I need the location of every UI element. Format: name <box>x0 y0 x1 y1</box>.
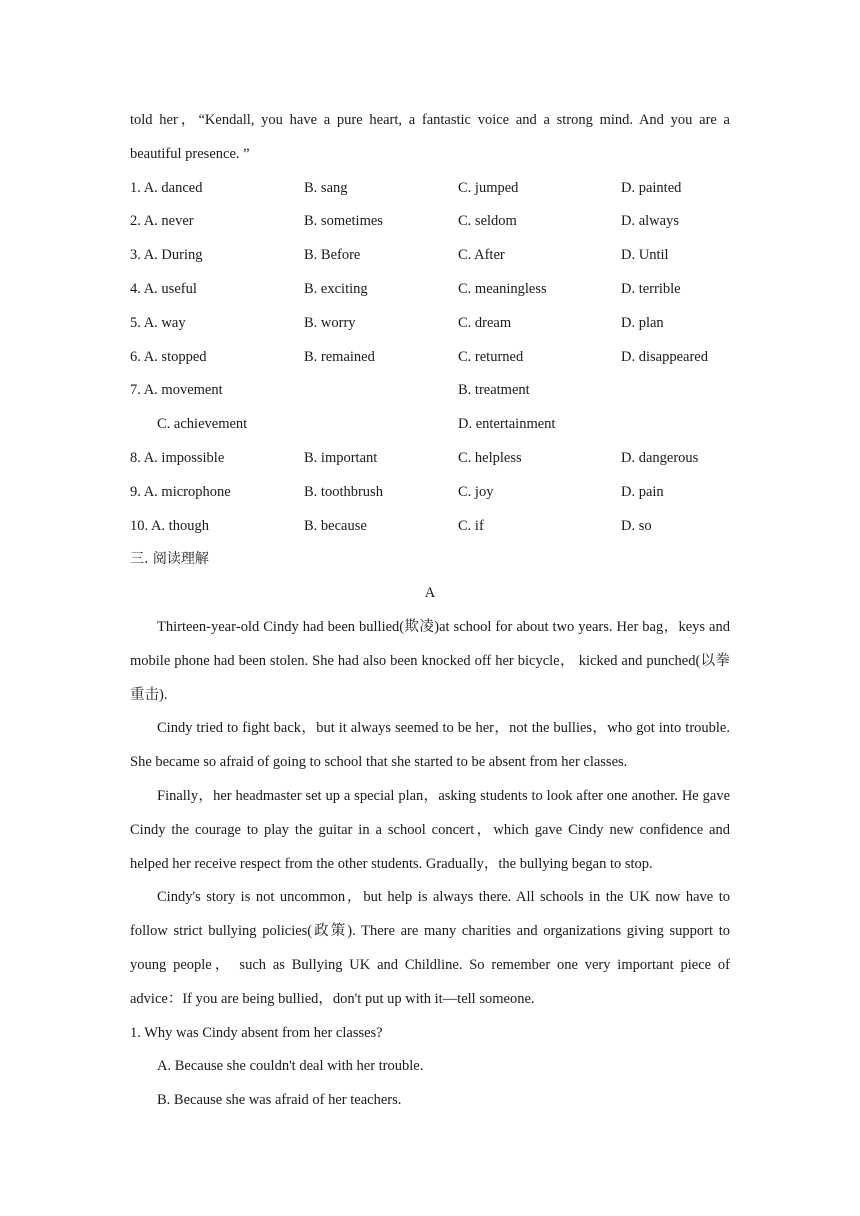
option-c: C. After <box>458 247 505 264</box>
option-a: 7. A. movement <box>130 382 223 399</box>
option-c: C. returned <box>458 348 524 365</box>
option-row-10 <box>130 510 730 544</box>
option-c: C. if <box>458 517 484 534</box>
question-1-option-b: B. Because she was afraid of her teachers. <box>157 1092 402 1109</box>
option-a: 6. A. stopped <box>130 348 207 365</box>
option-d: D. plan <box>621 314 664 331</box>
option-a: 3. A. During <box>130 247 203 264</box>
option-a: 8. A. impossible <box>130 449 225 466</box>
option-b: B. Before <box>304 247 361 264</box>
option-b: B. exciting <box>304 280 368 297</box>
option-row-8 <box>130 442 730 476</box>
option-c: C. dream <box>458 314 512 331</box>
option-a: 5. A. way <box>130 314 186 331</box>
option-d: D. pain <box>621 483 664 500</box>
passage-paragraph-1: Thirteen‐year‐old Cindy had been bullied(欺凌)at school for about two years. Her bag，keys and mobile phone had been stolen. She had also been knocked off her bicycle， kicked and punched(以拳重击). <box>130 618 730 703</box>
option-row-1 <box>130 172 730 206</box>
option-a: 9. A. microphone <box>130 483 231 500</box>
section-title: 三. 阅读理解 <box>130 551 209 568</box>
option-c: C. meaningless <box>458 280 547 297</box>
option-row-7 <box>130 374 730 408</box>
option-d: D. Until <box>621 247 669 264</box>
option-row-5 <box>130 307 730 341</box>
option-c: C. achievement <box>157 416 248 433</box>
option-b: B. toothbrush <box>304 483 383 500</box>
option-row-4 <box>130 273 730 307</box>
option-row-9 <box>130 476 730 510</box>
passage-paragraph-4: Cindy's story is not uncommon，but help is always there. All schools in the UK now have to follow strict bullying policies(政策). There are many charities and organizations giving support to young people， such as Bullying UK and Childline. So remember one very important piece of advice：If you are being bullied，don't put up with it—tell someone. <box>130 889 730 1007</box>
option-a: 1. A. danced <box>130 179 203 196</box>
option-d: D. disappeared <box>621 348 708 365</box>
option-d: D. terrible <box>621 280 681 297</box>
option-c: C. helpless <box>458 449 522 466</box>
option-c: C. seldom <box>458 213 517 230</box>
option-b: B. important <box>304 449 378 466</box>
option-d: D. entertainment <box>458 416 556 433</box>
option-d: D. painted <box>621 179 682 196</box>
option-b: B. worry <box>304 314 356 331</box>
passage-paragraph-2: Cindy tried to fight back，but it always seemed to be her，not the bullies，who got into trouble. She became so afraid of going to school that she started to be absent from her classes. <box>130 720 730 771</box>
cloze-options-group-1 <box>130 172 730 544</box>
option-row-3 <box>130 239 730 273</box>
option-b: B. sang <box>304 179 348 196</box>
option-row-2 <box>130 205 730 239</box>
document-page <box>130 104 730 1118</box>
passage-label: A <box>424 585 436 602</box>
option-d: D. so <box>621 517 652 534</box>
intro-line-2: beautiful presence. ” <box>130 145 250 162</box>
question-1-option-a: A. Because she couldn't deal with her trouble. <box>157 1058 424 1075</box>
option-c: C. joy <box>458 483 494 500</box>
passage-paragraph-3: Finally，her headmaster set up a special plan，asking students to look after one another. He gave Cindy the courage to play the guitar in a school concert，which gave Cindy new confidence and helped her receive respect from the other students. Gradually，the bullying began to stop. <box>130 787 730 872</box>
option-row-7-continued <box>130 408 730 442</box>
option-d: D. always <box>621 213 679 230</box>
question-1-stem: 1. Why was Cindy absent from her classes? <box>130 1024 383 1041</box>
option-row-6 <box>130 341 730 375</box>
option-c: C. jumped <box>458 179 519 196</box>
option-b: B. because <box>304 517 367 534</box>
option-b: B. remained <box>304 348 375 365</box>
option-a: 2. A. never <box>130 213 194 230</box>
option-a: 4. A. useful <box>130 280 197 297</box>
option-a: 10. A. though <box>130 517 209 534</box>
option-b: B. treatment <box>458 382 530 399</box>
option-d: D. dangerous <box>621 449 699 466</box>
option-b: B. sometimes <box>304 213 383 230</box>
intro-line-1: told her，“Kendall, you have a pure heart, a fantastic voice and a strong mind. And you are a <box>130 112 730 128</box>
